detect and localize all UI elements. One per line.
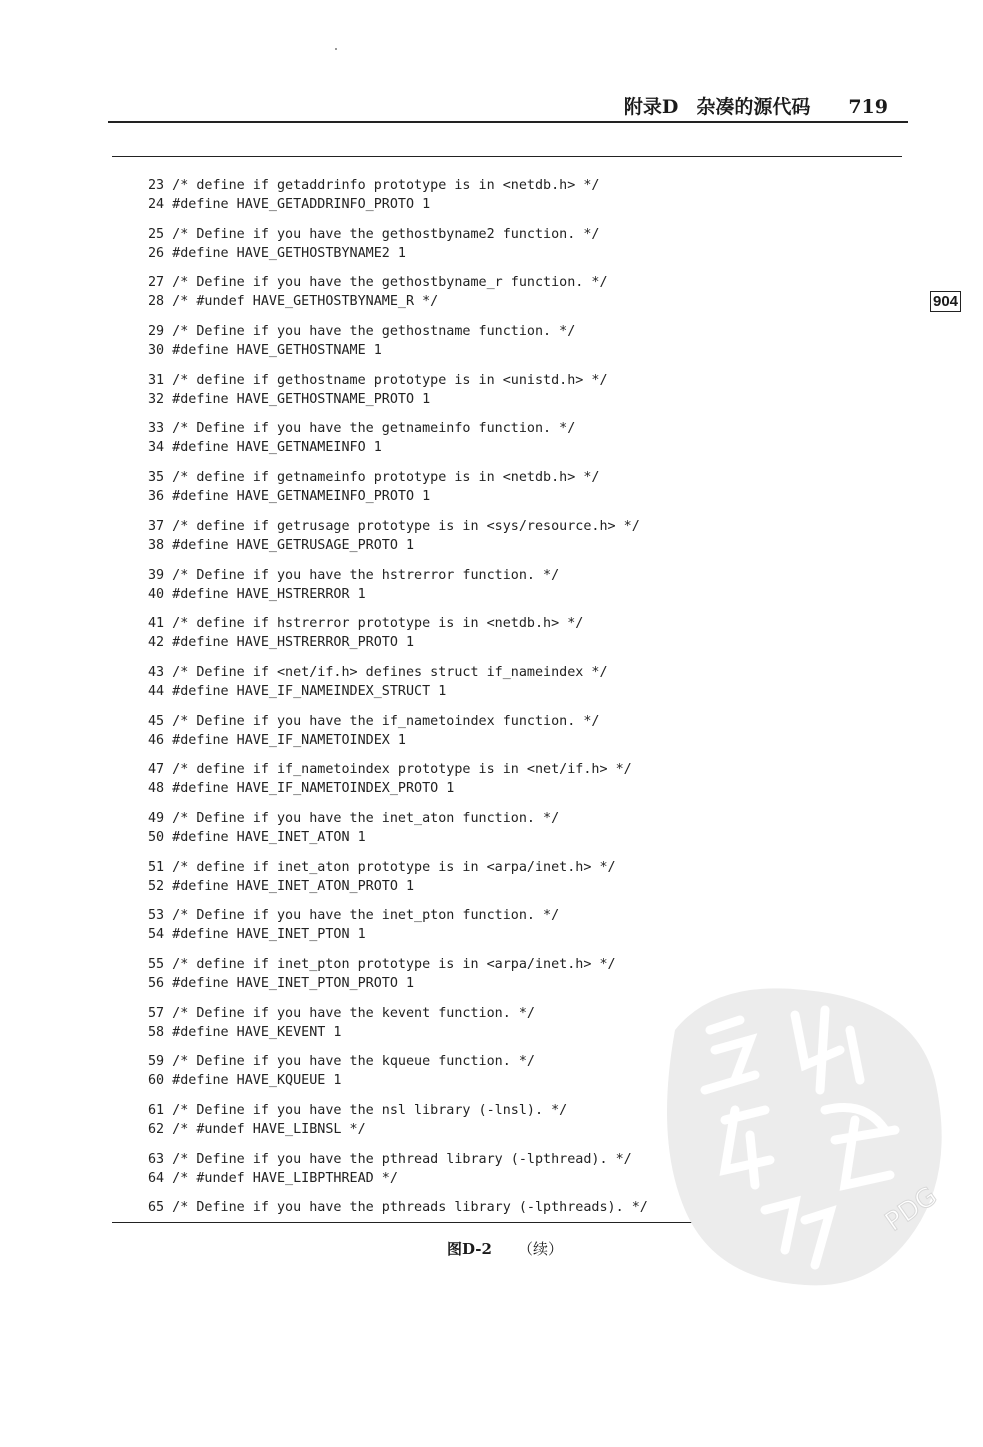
code-line: 48 #define HAVE_IF_NAMETOINDEX_PROTO 1 <box>148 781 455 797</box>
code-block <box>148 371 768 409</box>
code-block <box>148 712 768 750</box>
code-block <box>148 468 768 506</box>
code-line: 47 /* define if if_nametoindex prototype is in <net/if.h> */ <box>148 762 632 778</box>
code-line: 42 #define HAVE_HSTRERROR_PROTO 1 <box>148 635 415 651</box>
running-header <box>0 92 888 119</box>
code-block <box>148 614 768 652</box>
code-block <box>148 517 768 555</box>
code-block <box>148 322 768 360</box>
code-block <box>148 176 768 214</box>
code-block <box>148 566 768 604</box>
code-line: 44 #define HAVE_IF_NAMEINDEX_STRUCT 1 <box>148 683 447 699</box>
figure-top-rule <box>112 156 902 157</box>
code-block <box>148 809 768 847</box>
code-line: 30 #define HAVE_GETHOSTNAME 1 <box>148 343 382 359</box>
code-line: 34 #define HAVE_GETNAMEINFO 1 <box>148 440 382 456</box>
header-rule <box>108 121 908 123</box>
code-line: 50 #define HAVE_INET_ATON 1 <box>148 829 366 845</box>
code-line: 45 /* Define if you have the if_nametoindex function. */ <box>148 713 600 729</box>
code-line: 33 /* Define if you have the getnameinfo function. */ <box>148 421 576 437</box>
figure-continued: （续） <box>517 1240 563 1258</box>
code-line: 35 /* define if getnameinfo prototype is in <netdb.h> */ <box>148 470 600 486</box>
code-line: 61 /* Define if you have the nsl library (-lnsl). */ <box>148 1103 568 1119</box>
code-line: 37 /* define if getrusage prototype is in <sys/resource.h> */ <box>148 518 640 534</box>
code-line: 46 #define HAVE_IF_NAMETOINDEX 1 <box>148 732 406 748</box>
code-line: 25 /* Define if you have the gethostbyname2 function. */ <box>148 226 600 242</box>
chapter-label: 附录D <box>623 96 679 118</box>
code-line: 26 #define HAVE_GETHOSTBYNAME2 1 <box>148 245 406 261</box>
code-line: 64 /* #undef HAVE_LIBPTHREAD */ <box>148 1170 398 1186</box>
code-line: 28 /* #undef HAVE_GETHOSTBYNAME_R */ <box>148 294 439 310</box>
code-line: 38 #define HAVE_GETRUSAGE_PROTO 1 <box>148 537 415 553</box>
code-line: 36 #define HAVE_GETNAMEINFO_PROTO 1 <box>148 489 431 505</box>
watermark-seal <box>655 970 955 1290</box>
page-number: 719 <box>848 96 888 118</box>
code-line: 27 /* Define if you have the gethostbyname_r function. */ <box>148 275 608 291</box>
code-line: 55 /* define if inet_pton prototype is in <arpa/inet.h> */ <box>148 957 616 972</box>
code-block <box>148 419 768 457</box>
code-line: 58 #define HAVE_KEVENT 1 <box>148 1024 342 1040</box>
code-line: 56 #define HAVE_INET_PTON_PROTO 1 <box>148 976 415 991</box>
code-line: 39 /* Define if you have the hstrerror function. */ <box>148 567 560 583</box>
code-block <box>148 760 768 798</box>
code-line: 52 #define HAVE_INET_ATON_PROTO 1 <box>148 878 415 894</box>
code-line: 59 /* Define if you have the kqueue function. */ <box>148 1054 535 1070</box>
scan-speck <box>335 48 337 50</box>
watermark-text: PDG <box>879 1181 943 1238</box>
chapter-title: 杂凑的源代码 <box>696 96 811 118</box>
code-line: 43 /* Define if <net/if.h> defines struct if_nameindex */ <box>148 664 608 680</box>
code-line: 62 /* #undef HAVE_LIBNSL */ <box>148 1122 366 1138</box>
code-line: 29 /* Define if you have the gethostname function. */ <box>148 324 576 340</box>
code-block <box>148 906 768 944</box>
code-line: 49 /* Define if you have the inet_aton function. */ <box>148 810 560 826</box>
code-line: 53 /* Define if you have the inet_pton function. */ <box>148 908 560 924</box>
margin-page-reference: 904 <box>930 291 961 312</box>
code-line: 23 /* define if getaddrinfo prototype is in <netdb.h> */ <box>148 178 600 193</box>
code-line: 54 #define HAVE_INET_PTON 1 <box>148 927 366 943</box>
figure-number: 图D-2 <box>447 1240 492 1258</box>
code-line: 41 /* define if hstrerror prototype is in <netdb.h> */ <box>148 616 584 632</box>
code-line: 65 /* Define if you have the pthreads library (-lpthreads). */ <box>148 1200 648 1216</box>
code-line: 60 #define HAVE_KQUEUE 1 <box>148 1073 342 1089</box>
code-line: 24 #define HAVE_GETADDRINFO_PROTO 1 <box>148 197 431 212</box>
code-line: 63 /* Define if you have the pthread library (-lpthread). */ <box>148 1151 632 1167</box>
code-line: 51 /* define if inet_aton prototype is in <arpa/inet.h> */ <box>148 859 616 875</box>
code-line: 40 #define HAVE_HSTRERROR 1 <box>148 586 366 602</box>
code-line: 31 /* define if gethostname prototype is in <unistd.h> */ <box>148 372 608 388</box>
code-block <box>148 663 768 701</box>
code-block <box>148 225 768 263</box>
code-block <box>148 273 768 311</box>
code-line: 57 /* Define if you have the kevent function. */ <box>148 1005 535 1021</box>
code-line: 32 #define HAVE_GETHOSTNAME_PROTO 1 <box>148 391 431 407</box>
code-block <box>148 858 768 896</box>
